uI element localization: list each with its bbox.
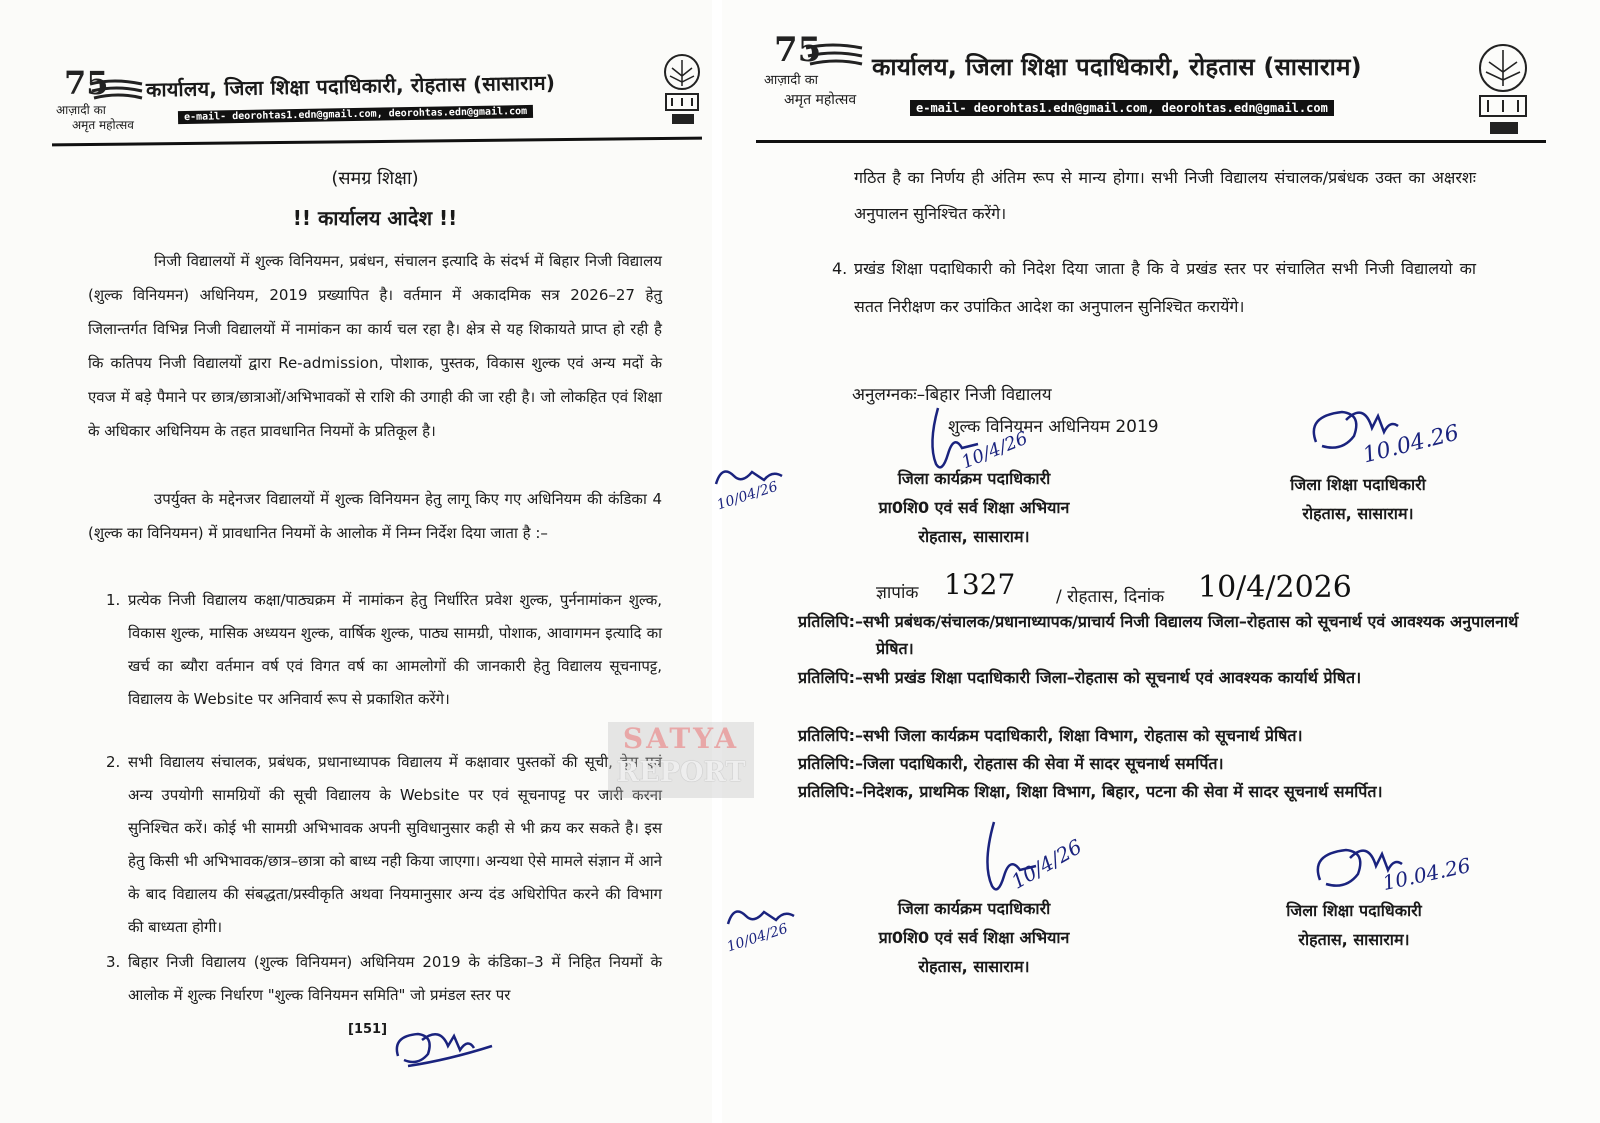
initials-date-bottom: 10/04/26 xyxy=(725,920,790,956)
office-email-bar: e-mail- deorohtas1.edn@gmail.com, deorohtas.edn@gmail.com xyxy=(178,105,533,124)
directive-paragraph xyxy=(88,482,662,550)
deo-handwritten-date: 10.04.26 xyxy=(1360,420,1462,469)
deo-location: रोहतास, सासाराम। xyxy=(1302,504,1414,523)
copy-line-2: प्रतिलिपि:–सभी प्रखंड शिक्षा पदाधिकारी जिला–रोहतास को सूचनार्थ एवं आवश्यक कार्यार्थ प्रेषित। xyxy=(798,668,1362,687)
dpo-designation: जिला कार्यक्रम पदाधिकारी xyxy=(897,899,1051,918)
dpo-designation: जिला कार्यक्रम पदाधिकारी xyxy=(897,469,1051,488)
office-email-bar: e-mail- deorohtas1.edn@gmail.com, deorohtas.edn@gmail.com xyxy=(910,100,1334,116)
bihar-bodhi-tree-emblem-icon xyxy=(660,52,704,130)
order-item-4 xyxy=(832,250,1476,326)
azadi-logo-number: 75 xyxy=(64,64,109,102)
page-number: [151] xyxy=(348,1022,388,1037)
azadi-logo-line1: आज़ादी का xyxy=(764,73,819,88)
order-item-3-text: बिहार निजी विद्यालय (शुल्क विनियमन) अधिनियम 2019 के कंडिका–3 में निहित नियमों के आलोक में शुल्क निर्धारण "शुल्क विनियमन समिति" जो प्रमंडल स्तर पर xyxy=(128,953,662,1004)
dpo-location: रोहतास, सासाराम। xyxy=(918,527,1030,546)
order-item-2-text: सभी विद्यालय संचालक, प्रबंधक, प्रधानाध्यापक विद्यालय में कक्षावार पुस्तकों की सूची, ड्रेस एवं अन्य उपयोगी सामग्रियों की सूची विद्यालय के Website पर एवं सूचनापट्ट पर जारी करना सुनिश्चित करें। कोई भी सामग्री अभिभावक अपनी सुविधानुसार कही से भी क्रय कर सकते है। इस हेतु किसी भी अभिभावक/छात्र–छात्रा को बाध्य नही किया जाएगा। अन्यथा ऐसे मामले संज्ञान में आने के बाद विद्यालय की संबद्धता/प्रस्वीकृति अथवा नियमानुसार अन्य दंड अधिरोपित करने की विभाग की बाध्यता होगी। xyxy=(128,753,662,936)
deo-designation: जिला शिक्षा पदाधिकारी xyxy=(1290,475,1426,494)
memo-number: 1327 xyxy=(944,568,1016,601)
intro-paragraph-text: निजी विद्यालयों में शुल्क विनियमन, प्रबंधन, संचालन इत्यादि के संदर्भ में बिहार निजी विद्यालय (शुल्क विनियमन) अधिनियम, 2019 प्रख्यापित है। वर्तमान में अकादमिक सत्र 2026–27 हेतु जिलान्तर्गत विभिन्न निजी विद्यालयों में नामांकन का कार्य चल रहा है। क्षेत्र से यह शिकायते प्राप्त हो रही है कि कतिपय निजी विद्यालयों द्वारा Re-admission, पोशाक, पुस्तक, विकास शुल्क एवं अन्य मदों के एवज में बड़े पैमाने पर छात्र/छात्राओं/अभिभावकों से राशि की उगाही की जा रही है। जो लोकहित एवं शिक्षा के अधिकार अधिनियम के तहत प्रावधानित नियमों के प्रतिकूल है। xyxy=(88,252,662,440)
office-title: कार्यालय, जिला शिक्षा पदाधिकारी, रोहतास (सासाराम) xyxy=(872,53,1362,81)
copy-line-4: प्रतिलिपि:–जिला पदाधिकारी, रोहतास की सेवा में सादर सूचनार्थ समर्पित। xyxy=(798,754,1224,773)
bihar-bodhi-tree-emblem-icon xyxy=(1474,40,1532,138)
enclosure-line-1: अनुलग्नकः–बिहार निजी विद्यालय xyxy=(852,385,1052,405)
initial-signature-mark xyxy=(388,1016,498,1074)
deo-handwritten-date-lower: 10.04.26 xyxy=(1380,853,1473,895)
order-heading: !! कार्यालय आदेश !! xyxy=(292,206,458,230)
azadi-logo-line2: अमृत महोत्सव xyxy=(784,92,857,108)
watermark-line1: SATYA xyxy=(622,722,740,755)
memo-separator: / रोहतास, दिनांक xyxy=(1056,587,1165,607)
deo-signature-block-lower xyxy=(1254,896,1454,954)
enclosure-line-2: शुल्क विनियमन अधिनियम 2019 xyxy=(948,417,1159,437)
deo-signature-block xyxy=(1258,470,1458,528)
azadi-logo-stripes-icon xyxy=(804,42,864,70)
deo-location: रोहतास, सासाराम। xyxy=(1298,930,1410,949)
office-title: कार्यालय, जिला शिक्षा पदाधिकारी, रोहतास (सासाराम) xyxy=(145,70,556,102)
memo-date: 10/4/2026 xyxy=(1198,570,1352,605)
right-document-page xyxy=(722,0,1600,1123)
dpo-handwritten-date: 10/4/26 xyxy=(958,427,1031,474)
order-item-2-number: 2. xyxy=(106,753,121,771)
left-document-page xyxy=(0,0,712,1123)
order-item-3-number: 3. xyxy=(106,953,121,971)
order-item-4-text: प्रखंड शिक्षा पदाधिकारी को निदेश दिया जाता है कि वे प्रखंड स्तर पर संचालित सभी निजी विद्यालयो का सतत निरीक्षण कर उपांकित आदेश का अनुपालन सुनिश्चित करायेंगे। xyxy=(854,259,1476,316)
dpo-department: प्रा0शि0 एवं सर्व शिक्षा अभियान xyxy=(878,928,1070,947)
header-rule xyxy=(52,137,702,147)
intro-paragraph xyxy=(88,244,662,448)
azadi-logo-stripes-icon xyxy=(88,78,144,104)
deo-designation: जिला शिक्षा पदाधिकारी xyxy=(1286,901,1422,920)
watermark-line2: REPORT xyxy=(616,757,746,788)
copy-line-3: प्रतिलिपि:–सभी जिला कार्यक्रम पदाधिकारी, शिक्षा विभाग, रोहतास को सूचनार्थ प्रेषित। xyxy=(798,726,1303,745)
order-item-1-number: 1. xyxy=(106,591,121,609)
order-item-3 xyxy=(106,946,662,1012)
page-gutter xyxy=(712,0,722,1123)
order-item-4-number: 4. xyxy=(832,259,848,278)
azadi-logo-line2: अमृत महोत्सव xyxy=(72,118,134,132)
directive-paragraph-text: उपर्युक्त के मद्देनजर विद्यालयों में शुल्क विनियमन हेतु लागू किए गए अधिनियम की कंडिका 4 (शुल्क का विनियमन) में प्रावधानित नियमों के आलोक में निम्न निर्देश दिया जाता है :– xyxy=(88,490,662,542)
continuation-text: गठित है का निर्णय ही अंतिम रूप से मान्य होगा। सभी निजी विद्यालय संचालक/प्रबंधक उक्त का अक्षरशः अनुपालन सुनिश्चित करेंगे। xyxy=(854,168,1476,223)
scheme-label: (समग्र शिक्षा) xyxy=(331,168,419,189)
satya-report-watermark xyxy=(608,722,754,798)
order-item-2 xyxy=(106,746,662,944)
copy-line-5: प्रतिलिपि:–निदेशक, प्राथमिक शिक्षा, शिक्षा विभाग, बिहार, पटना की सेवा में सादर सूचनार्थ समर्पित। xyxy=(798,782,1383,801)
initials-date-top: 10/04/26 xyxy=(715,478,780,514)
continuation-paragraph xyxy=(854,160,1476,232)
copy-line-1: प्रतिलिपि:–सभी प्रबंधक/संचालक/प्रधानाध्यापक/प्राचार्य निजी विद्यालय जिला–रोहतास को सूचनार्थ एवं आवश्यक अनुपालनार्थ प्रेषित। xyxy=(798,612,1519,658)
dpo-signature-block-lower xyxy=(834,894,1114,981)
dpo-department: प्रा0शि0 एवं सर्व शिक्षा अभियान xyxy=(878,498,1070,517)
memo-label: ज्ञापांक xyxy=(876,583,919,603)
azadi-logo-number: 75 xyxy=(774,30,822,70)
azadi-logo-line1: आज़ादी का xyxy=(56,103,106,117)
order-item-1 xyxy=(106,584,662,716)
dpo-location: रोहतास, सासाराम। xyxy=(918,957,1030,976)
order-item-1-text: प्रत्येक निजी विद्यालय कक्षा/पाठ्यक्रम में नामांकन हेतु निर्धारित प्रवेश शुल्क, पुर्ननामांकन शुल्क, विकास शुल्क, मासिक अध्ययन शुल्क, वार्षिक शुल्क, पाठ्य सामग्री, पोशाक, आवागमन इत्यादि का खर्च का ब्यौरा वर्तमान वर्ष एवं विगत वर्ष का आमलोगों की जानकारी हेतु विद्यालय सूचनापट्ट, विद्यालय के Website पर अनिवार्य रूप से प्रकाशित करेंगे। xyxy=(128,591,662,708)
dpo-signature-block xyxy=(834,464,1114,551)
header-rule xyxy=(756,140,1546,143)
dpo-handwritten-date-lower: 10/4/26 xyxy=(1007,834,1086,894)
